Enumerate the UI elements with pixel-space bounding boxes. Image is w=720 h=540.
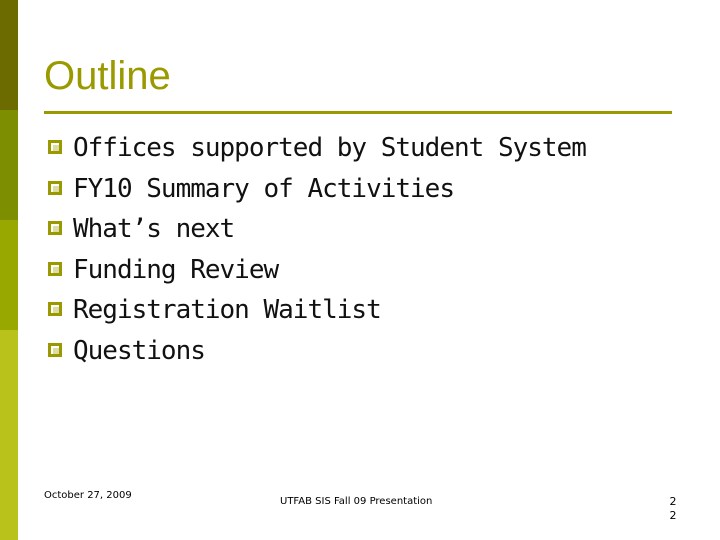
left-accent-bar-bottom: [0, 330, 18, 540]
left-accent-bar-lower-mid: [0, 220, 18, 330]
bullet-item-questions: [44, 330, 586, 371]
bullet-text: What’s next: [73, 214, 235, 245]
title-underline-rule: [44, 111, 672, 114]
square-bullet-icon: [44, 289, 66, 329]
slide-title: Outline: [44, 54, 171, 98]
square-bullet-icon: [44, 127, 66, 167]
footer-date: October 27, 2009: [44, 490, 132, 501]
bullet-item-fy10-summary: [44, 168, 586, 209]
square-bullet-icon: [44, 249, 66, 289]
footer-presentation-title: UTFAB SIS Fall 09 Presentation: [280, 496, 433, 507]
square-bullet-icon: [44, 168, 66, 208]
left-accent-bar-top: [0, 0, 18, 110]
outline-bullet-list: [44, 127, 586, 370]
bullet-item-funding-review: [44, 249, 586, 290]
bullet-item-whats-next: [44, 208, 586, 249]
square-bullet-icon: [44, 330, 66, 370]
slide-page-number: 22: [669, 495, 677, 522]
bullet-text: FY10 Summary of Activities: [73, 173, 454, 204]
bullet-text: Funding Review: [73, 254, 279, 285]
bullet-item-offices: [44, 127, 586, 168]
square-bullet-icon: [44, 208, 66, 248]
bullet-text: Questions: [73, 335, 205, 366]
left-accent-bar-upper-mid: [0, 110, 18, 220]
bullet-text: Offices supported by Student System: [73, 133, 586, 164]
bullet-text: Registration Waitlist: [73, 295, 381, 326]
bullet-item-registration-waitlist: [44, 289, 586, 330]
